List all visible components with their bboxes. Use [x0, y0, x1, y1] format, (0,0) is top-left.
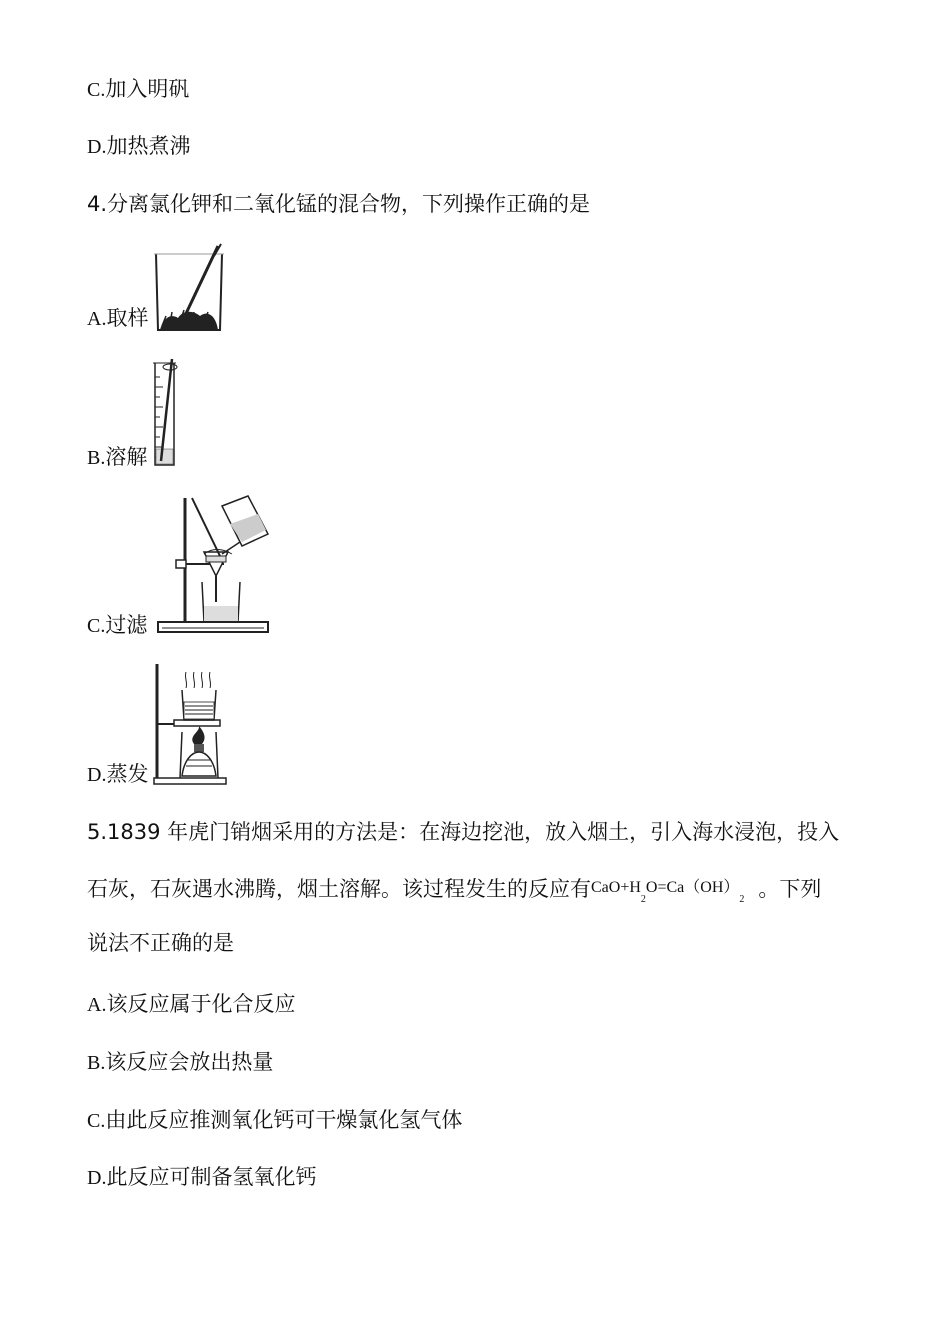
q4-option-c	[87, 610, 147, 641]
option-label: D.	[87, 764, 107, 786]
question-stem: 5.1839 年虎门销烟采用的方法是：在海边挖池，放入烟土，引入海水浸泡，投入	[87, 820, 840, 844]
formula-subscript: 2	[739, 894, 745, 905]
option-text: 加入明矾	[105, 77, 190, 101]
filtration-apparatus-icon	[152, 494, 270, 636]
q5-option-a	[87, 989, 295, 1020]
q5-option-d	[87, 1162, 316, 1193]
question-stem: 说法不正确的是	[87, 931, 234, 955]
reaction-equation	[591, 879, 745, 905]
q5-stem-line3	[87, 928, 234, 958]
formula-part: CaO+H	[591, 879, 641, 896]
q3-option-c	[87, 74, 189, 105]
option-text: 加热煮沸	[106, 134, 191, 158]
sampling-spoon-in-beaker-icon	[152, 242, 226, 334]
option-text: 过滤	[105, 613, 148, 637]
formula-subscript: 2	[640, 894, 646, 905]
option-text: 由此反应推测氧化钙可干燥氯化氢气体	[105, 1108, 463, 1132]
q5-option-b	[87, 1047, 273, 1078]
option-label: C.	[87, 1110, 106, 1132]
option-text: 蒸发	[106, 762, 149, 786]
q4-option-d	[87, 759, 148, 790]
q5-stem-line2	[87, 874, 821, 909]
option-label: B.	[87, 1052, 106, 1074]
q4-option-a	[87, 303, 148, 334]
option-text: 溶解	[105, 445, 148, 469]
q5-option-c	[87, 1105, 462, 1136]
option-label: A.	[87, 308, 107, 330]
q3-option-d	[87, 131, 190, 162]
option-text: 该反应属于化合反应	[106, 992, 296, 1016]
evaporation-burner-icon	[152, 662, 228, 786]
question-stem: 4.分离氯化钾和二氧化锰的混合物，下列操作正确的是	[87, 192, 591, 216]
question-stem: 。下列	[758, 877, 822, 901]
q4-option-b	[87, 442, 147, 473]
option-label: D.	[87, 136, 107, 158]
option-label: D.	[87, 1167, 107, 1189]
option-text: 取样	[106, 306, 149, 330]
q5-stem-line1	[87, 817, 839, 847]
graduated-cylinder-stirring-icon	[152, 357, 178, 469]
option-label: C.	[87, 79, 106, 101]
question-stem: 石灰，石灰遇水沸腾，烟土溶解。该过程发生的反应有	[87, 877, 591, 901]
option-text: 此反应可制备氢氧化钙	[106, 1165, 317, 1189]
option-label: B.	[87, 447, 106, 469]
q4-stem	[87, 189, 590, 219]
option-label: C.	[87, 615, 106, 637]
option-label: A.	[87, 994, 107, 1016]
formula-part: O=Ca（OH）	[645, 879, 740, 896]
option-text: 该反应会放出热量	[105, 1050, 274, 1074]
